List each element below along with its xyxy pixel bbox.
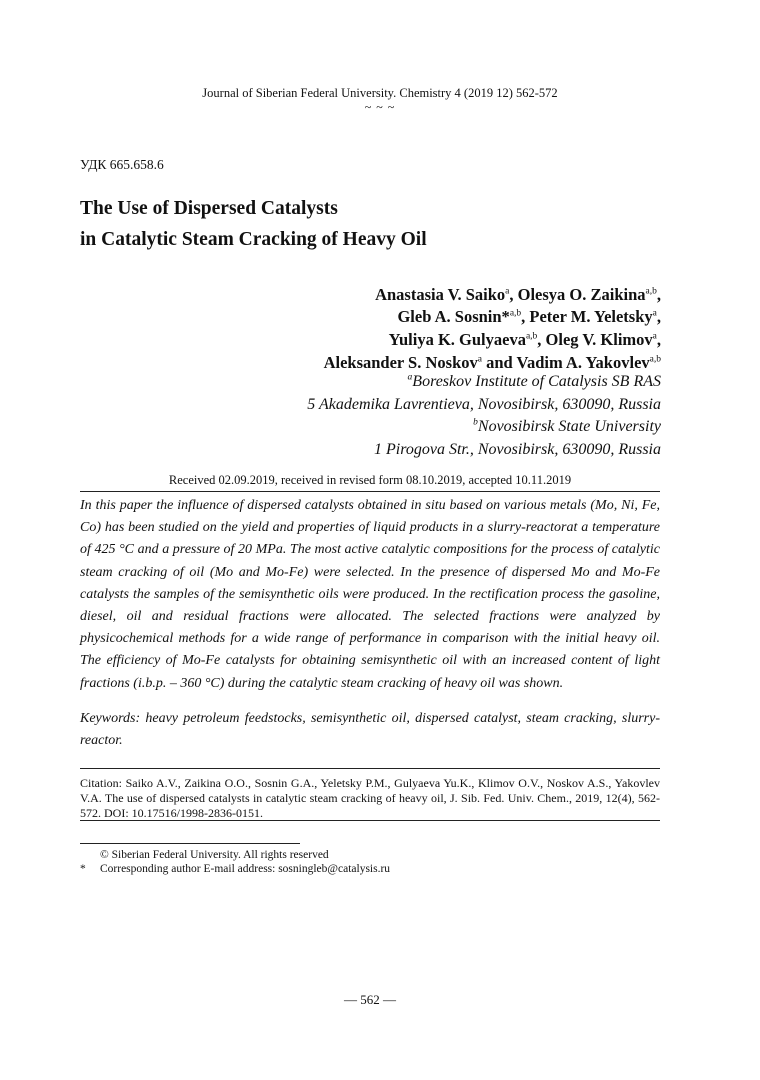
udk-code: УДК 665.658.6 [80,157,164,172]
author-name: Aleksander S. Noskov [323,353,478,372]
authors-line-1 [375,285,661,305]
abstract: In this paper the influence of dispersed catalysts obtained in situ based on various metals (Mo, Ni, Fe, Co) has been studied on the yield and properties of liquid products in a slurry-reactorat a temperature of 425 °C and a pressure of 20 MPa. The most active catalytic compositions for the process of catalytic steam cracking of oil (Mo and Mo-Fe) were selected. In the presence of dispersed Mo and Mo-Fe catalysts the samples of the semisynthetic oils were produced. In the rectification process the gasoline, diesel, oil and residual fractions were allocated. The selected fractions were analyzed by physicochemical methods for a wide range of performance in comparison with the initial heavy oil. The efficiency of Mo-Fe catalysts for obtaining semisynthetic oil with an increased content of light fractions (i.b.p. – 360 °C) during the catalytic steam cracking of heavy oil was shown. [80,498,660,691]
authors-line-2 [397,307,661,327]
affiliation-b-name [473,418,661,436]
author-name: Vadim A. Yakovlev [516,353,650,372]
author-name: Olesya O. Zaikina [517,285,646,304]
author-affil-sup: a [505,286,510,297]
footnote-divider [80,843,300,844]
paper-title-line-1: The Use of Dispersed Catalysts [80,198,338,219]
author-name: Oleg V. Klimov [545,330,653,349]
author-affil-sup: a [652,308,657,319]
affiliation-a-text: Boreskov Institute of Catalysis SB RAS [412,373,661,390]
author-name: Anastasia V. Saiko [375,285,506,304]
author-affil-sup: a,b [649,354,661,365]
divider-top [80,491,660,492]
paper-title-line-2: in Catalytic Steam Cracking of Heavy Oil [80,229,427,250]
copyright-note: © Siberian Federal University. All rights reserved [100,849,329,861]
author-name: Yuliya K. Gulyaeva [388,330,526,349]
author-affil-sup: a,b [509,308,522,319]
divider-citation-bottom [80,820,660,821]
author-affil-sup: a,b [645,286,657,297]
author-separator: , [537,330,546,349]
author-name: Peter M. Yeletsky [529,307,653,326]
author-affil-sup: a,b [525,331,538,342]
received-dates: Received 02.09.2019, received in revised form 08.10.2019, accepted 10.11.2019 [168,473,572,487]
affiliation-b-address: 1 Pirogova Str., Novosibirsk, 630090, Russia [374,441,661,458]
corresponding-author-note: Corresponding author E-mail address: sosningleb@catalysis.ru [100,863,391,875]
affiliation-b-text: Novosibirsk State University [477,418,661,435]
affiliation-a-address: 5 Akademika Lavrentieva, Novosibirsk, 630090, Russia [307,396,661,413]
footnote-marker: * [80,863,86,875]
author-separator: and [481,353,517,372]
journal-header: Journal of Siberian Federal University. Chemistry 4 (2019 12) 562-572 [202,86,558,100]
author-separator: , [656,330,661,349]
keywords: Keywords: heavy petroleum feedstocks, semisynthetic oil, dispersed catalyst, steam cracking, slurry-reactor. [80,711,660,748]
author-name: Gleb A. Sosnin* [397,307,510,326]
authors-line-3 [389,330,661,350]
citation: Citation: Saiko A.V., Zaikina O.O., Sosnin G.A., Yeletsky P.M., Gulyaeva Yu.K., Klimov O.V., Noskov A.S., Yakovlev V.A. The use of dispersed catalysts in catalytic steam cracking of heavy oil, J. Sib. Fed. Univ. Chem., 2019, 12(4), 562-572. DOI: 10.17516/1998-2836-0151. [80,776,660,820]
authors-line-4 [324,353,661,373]
author-separator: , [521,307,530,326]
author-affil-sup: a [652,331,657,342]
affiliation-a-sup: a [407,372,413,383]
affiliation-a-name [408,373,661,391]
author-separator: , [656,285,661,304]
affiliation-b-sup: b [473,417,478,428]
header-separator: ~ ~ ~ [364,100,396,114]
author-affil-sup: a [477,354,482,365]
page-number: — 562 — [344,992,396,1007]
author-separator: , [509,285,518,304]
divider-citation-top [80,768,660,769]
author-separator: , [656,307,661,326]
